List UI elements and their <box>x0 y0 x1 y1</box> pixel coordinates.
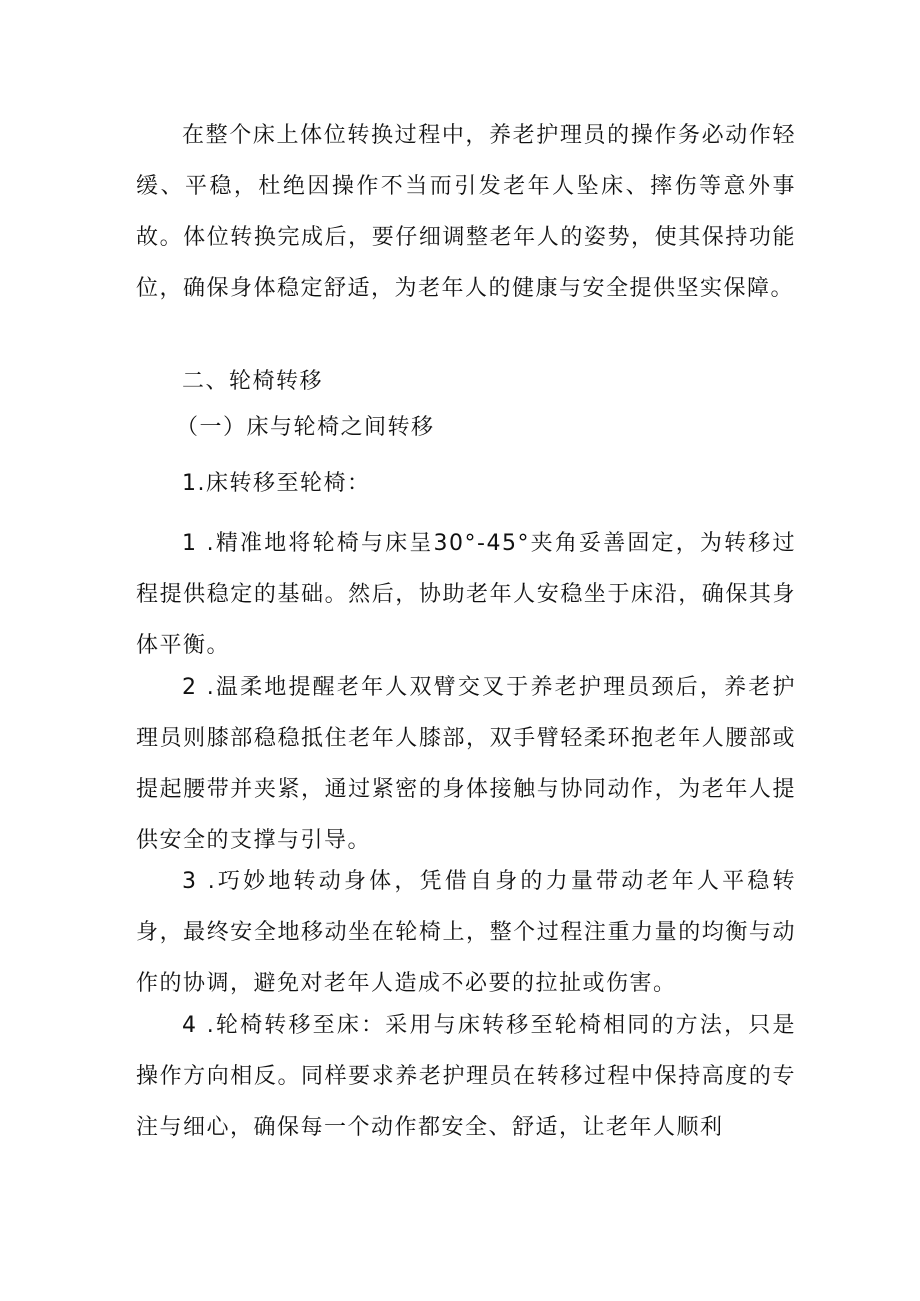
list-heading: 1.床转移至轮椅： <box>182 471 371 496</box>
list-item-2: 2 .温柔地提醒老年人双臂交叉于养老护理员颈后，养老护理员则膝部稳稳抵住老年人膝部，双手臂轻柔环抱老年人腰部或提起腰带并夹紧，通过紧密的身体接触与协同动作，为老年人提供安全的支撑与引导。 <box>136 675 796 853</box>
list-item-1: 1 .精准地将轮椅与床呈30°-45°夹角妥善固定，为转移过程提供稳定的基础。然后，协助老年人安稳坐于床沿，确保其身体平衡。 <box>136 531 796 658</box>
paragraph-intro: 在整个床上体位转换过程中，养老护理员的操作务必动作轻缓、平稳，杜绝因操作不当而引发老年人坠床、摔伤等意外事故。体位转换完成后，要仔细调整老年人的姿势，使其保持功能位，确保身体稳定舒适，为老年人的健康与安全提供坚实保障。 <box>136 123 796 301</box>
list-item-3: 3 .巧妙地转动身体，凭借自身的力量带动老年人平稳转身，最终安全地移动坐在轮椅上，整个过程注重力量的均衡与动作的协调，避免对老年人造成不必要的拉扯或伤害。 <box>136 869 796 996</box>
section-heading: 二、轮椅转移 <box>182 369 324 394</box>
list-item-4: 4 .轮椅转移至床：采用与床转移至轮椅相同的方法，只是操作方向相反。同样要求养老护理员在转移过程中保持高度的专注与细心，确保每一个动作都安全、舒适，让老年人顺利 <box>136 1013 796 1140</box>
subsection-heading: （一）床与轮椅之间转移 <box>176 415 435 440</box>
